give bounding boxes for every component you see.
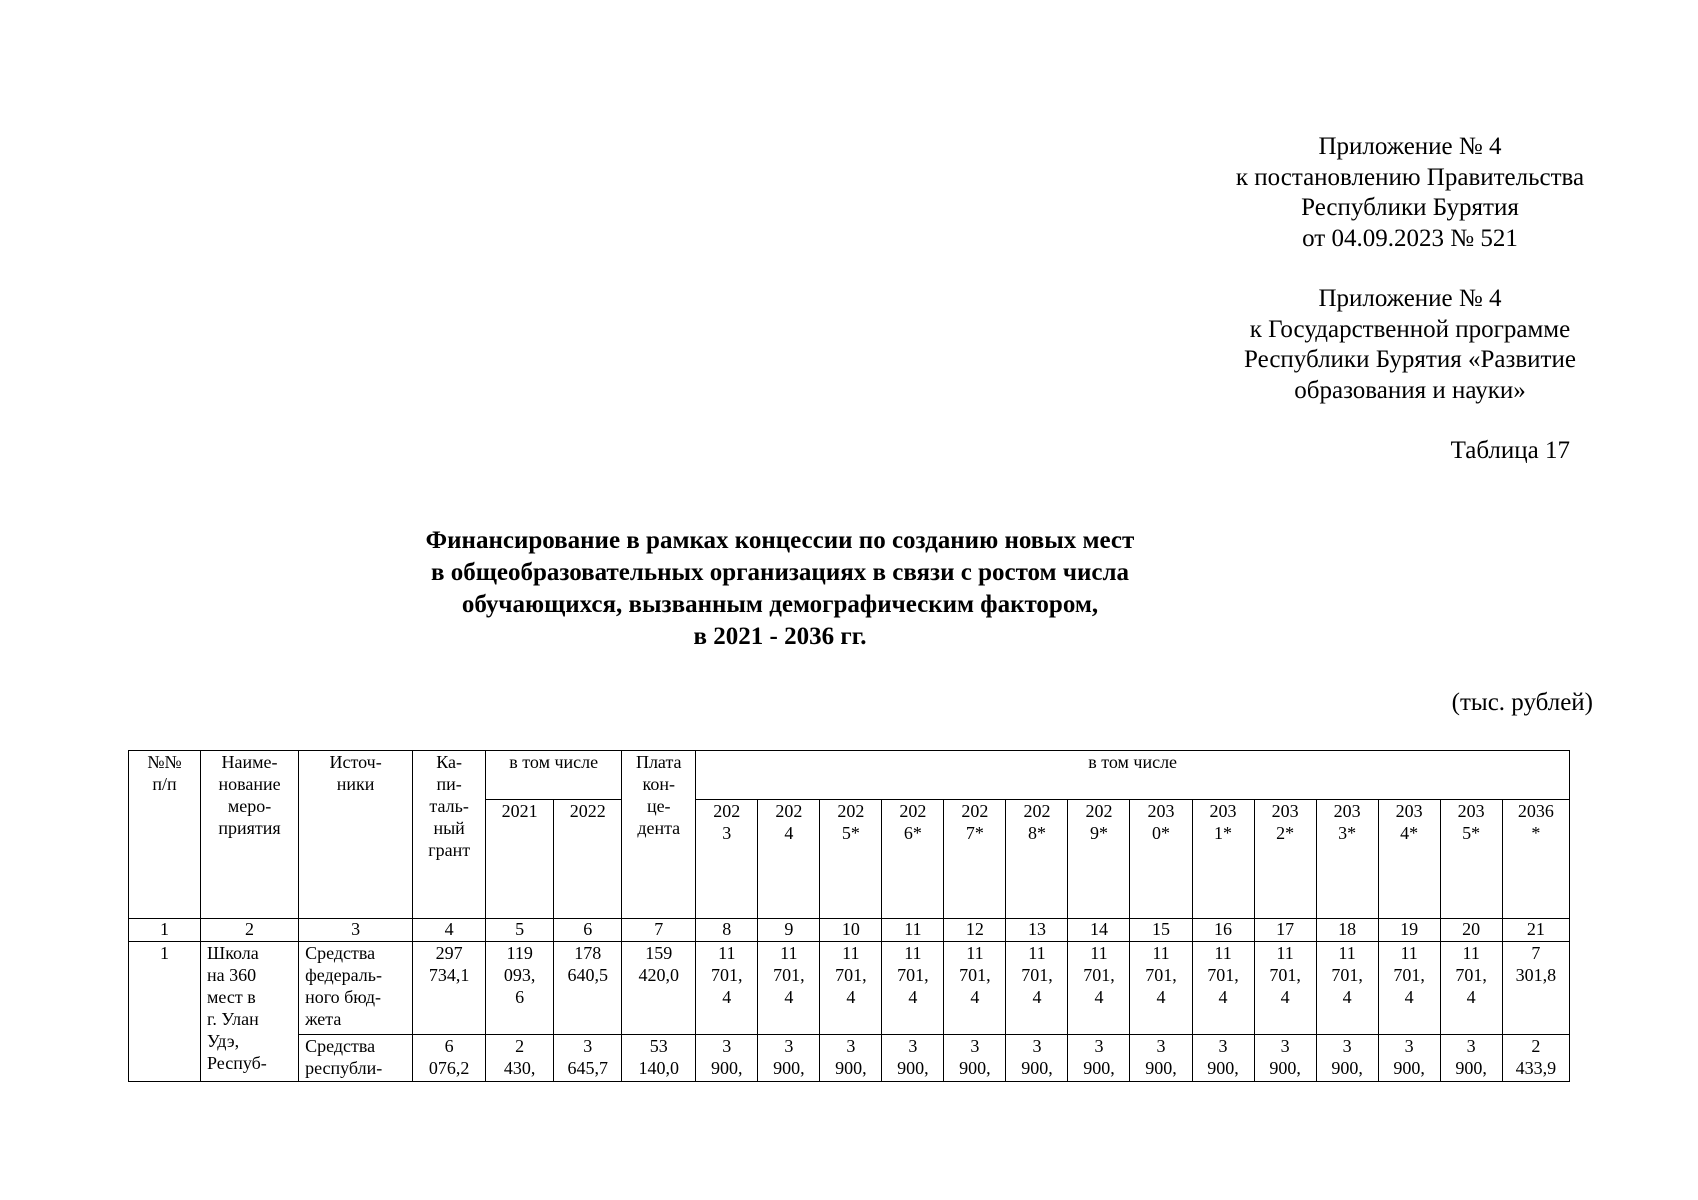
- header-year: 202 7*: [944, 800, 1006, 919]
- financing-table: [128, 750, 1570, 1082]
- title-line: Финансирование в рамках концессии по созданию новых мест: [425, 527, 1135, 554]
- header-fee: Плата кон- це- дента: [622, 751, 696, 919]
- col-number: 7: [622, 919, 696, 942]
- col-number: 18: [1316, 919, 1378, 942]
- col-number: 2: [201, 919, 299, 942]
- header-source: Источ- ники: [299, 751, 413, 919]
- col-number: 17: [1254, 919, 1316, 942]
- col-number: 6: [554, 919, 622, 942]
- col-number: 5: [486, 919, 554, 942]
- header-including-1: в том числе: [486, 751, 622, 800]
- col-number: 15: [1130, 919, 1192, 942]
- header-num: №№ п/п: [129, 751, 201, 919]
- year-value: 11 701, 4: [1254, 942, 1316, 1035]
- year-value: 11 701, 4: [944, 942, 1006, 1035]
- approval-line: Приложение № 4: [1318, 133, 1502, 160]
- measure-name: Школа на 360 мест в г. Улан Удэ, Респуб-: [201, 942, 299, 1082]
- header-year: 202 3: [696, 800, 758, 919]
- header-year: 202 8*: [1006, 800, 1068, 919]
- column-numbers-row: [129, 919, 1570, 942]
- header-year: 203 4*: [1378, 800, 1440, 919]
- approval-block: [1190, 132, 1630, 254]
- header-grant: Ка- пи- таль- ный грант: [413, 751, 486, 919]
- year-value: 11 701, 4: [820, 942, 882, 1035]
- col-number: 20: [1440, 919, 1502, 942]
- year-value: 11 701, 4: [1440, 942, 1502, 1035]
- year-value: 7 301,8: [1502, 942, 1569, 1035]
- year-value: 11 701, 4: [1068, 942, 1130, 1035]
- col-number: 10: [820, 919, 882, 942]
- fee-value: 53 140,0: [622, 1035, 696, 1082]
- year-value: 3 900,: [944, 1035, 1006, 1082]
- program-line: Приложение № 4: [1318, 285, 1502, 312]
- col-number: 1: [129, 919, 201, 942]
- row-number: 1: [129, 942, 201, 1082]
- year-value: 3 900,: [696, 1035, 758, 1082]
- header-including-2: в том числе: [696, 751, 1570, 800]
- col-number: 11: [882, 919, 944, 942]
- col-number: 9: [758, 919, 820, 942]
- col-number: 14: [1068, 919, 1130, 942]
- value-2021: 119 093, 6: [486, 942, 554, 1035]
- col-number: 4: [413, 919, 486, 942]
- header-year: 203 3*: [1316, 800, 1378, 919]
- header-year: 203 0*: [1130, 800, 1192, 919]
- value-2021: 2 430,: [486, 1035, 554, 1082]
- table-number: Таблица 17: [1450, 437, 1570, 464]
- fee-value: 159 420,0: [622, 942, 696, 1035]
- year-value: 3 900,: [1440, 1035, 1502, 1082]
- value-2022: 178 640,5: [554, 942, 622, 1035]
- header-name: Наиме- нование меро- приятия: [201, 751, 299, 919]
- year-value: 3 900,: [758, 1035, 820, 1082]
- table-row: [129, 1035, 1570, 1082]
- source-federal: Средства федераль- ного бюд- жета: [299, 942, 413, 1035]
- year-value: 3 900,: [1254, 1035, 1316, 1082]
- program-line: к Государственной программе: [1249, 315, 1571, 343]
- program-block: [1190, 284, 1630, 406]
- approval-line: Республики Бурятия: [1301, 194, 1519, 221]
- value-2022: 3 645,7: [554, 1035, 622, 1082]
- col-number: 16: [1192, 919, 1254, 942]
- header-year: 202 9*: [1068, 800, 1130, 919]
- year-value: 3 900,: [1378, 1035, 1440, 1082]
- year-value: 11 701, 4: [1192, 942, 1254, 1035]
- header-year-2021: 2021: [486, 800, 554, 919]
- year-value: 3 900,: [882, 1035, 944, 1082]
- header-year: 203 2*: [1254, 800, 1316, 919]
- title-line: в 2021 - 2036 гг.: [693, 623, 867, 650]
- year-value: 2 433,9: [1502, 1035, 1569, 1082]
- title-line: обучающихся, вызванным демографическим фактором,: [461, 591, 1099, 618]
- title-line: в общеобразовательных организациях в связи с ростом числа: [431, 559, 1129, 586]
- year-value: 3 900,: [1192, 1035, 1254, 1082]
- document-title: [240, 525, 1320, 653]
- col-number: 3: [299, 919, 413, 942]
- approval-line: к постановлению Правительства: [1235, 163, 1585, 191]
- units-label: (тыс. рублей): [1451, 689, 1593, 716]
- program-line: Республики Бурятия «Развитие: [1244, 346, 1576, 373]
- col-number: 13: [1006, 919, 1068, 942]
- header-year: 202 5*: [820, 800, 882, 919]
- grant-value: 6 076,2: [413, 1035, 486, 1082]
- col-number: 8: [696, 919, 758, 942]
- program-line: образования и науки»: [1294, 376, 1526, 404]
- year-value: 11 701, 4: [1378, 942, 1440, 1035]
- year-value: 3 900,: [1068, 1035, 1130, 1082]
- header-year: 2036 *: [1502, 800, 1569, 919]
- year-value: 3 900,: [820, 1035, 882, 1082]
- col-number: 19: [1378, 919, 1440, 942]
- approval-line: от 04.09.2023 № 521: [1302, 224, 1518, 252]
- header-year: 203 5*: [1440, 800, 1502, 919]
- header-year: 202 6*: [882, 800, 944, 919]
- year-value: 11 701, 4: [1130, 942, 1192, 1035]
- year-value: 3 900,: [1006, 1035, 1068, 1082]
- year-value: 11 701, 4: [882, 942, 944, 1035]
- header-year: 203 1*: [1192, 800, 1254, 919]
- col-number: 12: [944, 919, 1006, 942]
- year-value: 11 701, 4: [1006, 942, 1068, 1035]
- year-value: 11 701, 4: [696, 942, 758, 1035]
- year-value: 11 701, 4: [1316, 942, 1378, 1035]
- table-row: [129, 942, 1570, 1035]
- header-year: 202 4: [758, 800, 820, 919]
- header-row: [129, 751, 1570, 800]
- year-value: 11 701, 4: [758, 942, 820, 1035]
- year-value: 3 900,: [1130, 1035, 1192, 1082]
- header-year-2022: 2022: [554, 800, 622, 919]
- source-republic: Средства республи-: [299, 1035, 413, 1082]
- grant-value: 297 734,1: [413, 942, 486, 1035]
- col-number: 21: [1502, 919, 1569, 942]
- year-value: 3 900,: [1316, 1035, 1378, 1082]
